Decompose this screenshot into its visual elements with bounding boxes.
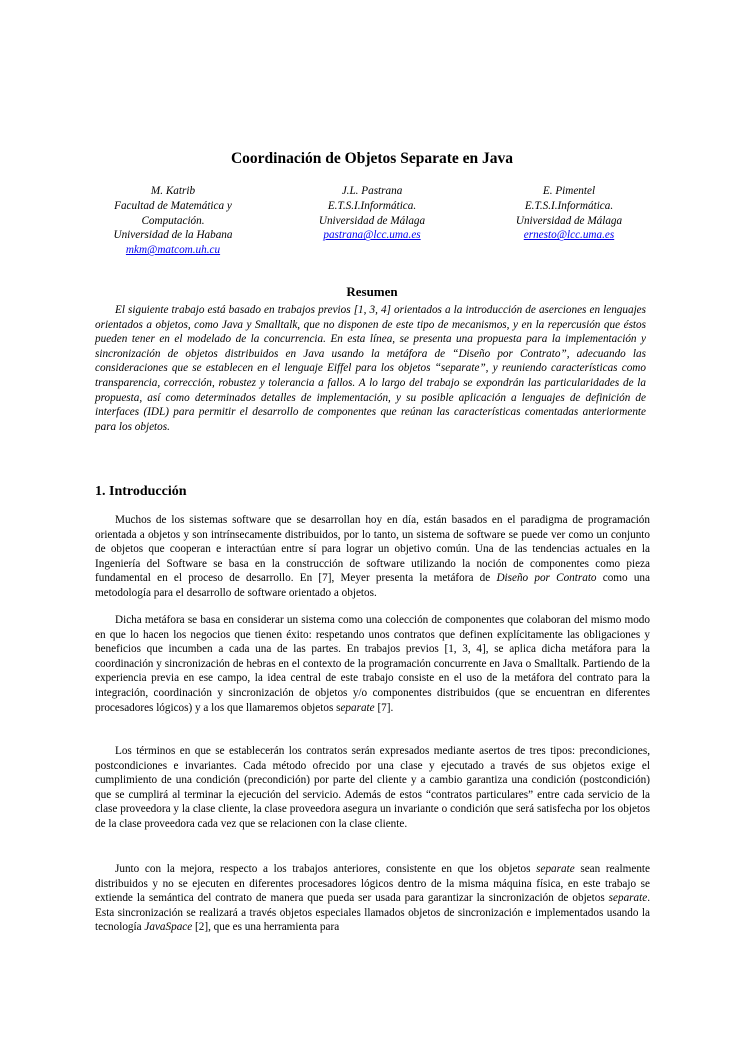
author-pimentel xyxy=(474,184,664,243)
italic-run: JavaSpace xyxy=(144,921,193,934)
text-run: [7]. xyxy=(374,701,394,714)
author-name: M. Katrib xyxy=(150,185,196,197)
paper-title: Coordinación de Objetos Separate en Java xyxy=(230,150,513,167)
author-affiliation: Universidad de Málaga xyxy=(318,214,426,227)
author-affiliation: E.T.S.I.Informática. xyxy=(327,199,417,212)
text-run: Muchos de los sistemas software que se desarrollan hoy en día, están basados en el paradigma de programación orientada a objetos y son intrínsecamente distribuidos, por lo tanto, un sistema de software se puede ver como un conjunto de objetos que cooperan e interactúan entre sí para lograr un objetivo común. Una de las tendencias actuales en la Ingeniería del Software se basa en la construcción de software utilizando la noción de componentes como pieza fundamental en el proceso de desarrollo. En [7], Meyer presenta la metáfora de xyxy=(95,514,650,585)
text-run: sean realmente distribuidos y no se ejecuten en diferentes procesadores lógicos dentro de la misma máquina física, en este trabajo se extiende la semántica del contrato de manera que pueda ser usada para garantizar la sincronización de objetos xyxy=(95,863,650,905)
body-paragraph xyxy=(95,613,650,715)
text-run: . Esta sincronización se realizará a través objetos especiales llamados objetos de sincronización e implementados usando la tecnología xyxy=(95,892,650,934)
author-affiliation: Computación. xyxy=(141,214,205,227)
author-name: J.L. Pastrana xyxy=(341,185,403,197)
body-paragraph xyxy=(95,744,650,832)
italic-run: separate xyxy=(536,863,575,875)
italic-run: Diseño por Contrato xyxy=(496,572,597,585)
author-email-link[interactable]: pastrana@lcc.uma.es xyxy=(323,229,421,242)
author-email-link[interactable]: ernesto@lcc.uma.es xyxy=(523,229,615,242)
text-run: como una metodología para el desarrollo de software orientado a objetos. xyxy=(95,572,650,599)
italic-run: separate xyxy=(608,892,648,905)
body-paragraph xyxy=(95,862,650,935)
author-affiliation: E.T.S.I.Informática. xyxy=(524,199,614,212)
author-name: E. Pimentel xyxy=(542,185,596,197)
text-run: Dicha metáfora se basa en considerar un sistema como una colección de componentes que colaboran del mismo modo en que lo hacen los negocios que tienen éxito: respetando unos contratos que definen explícitamente las obligaciones y beneficios que incumben a cada una de las partes. En trabajos previos [1, 3, 4], se aplica dicha metáfora para la coordinación y sincronización de hebras en el contexto de la programación concurrente en Java o Smalltalk. Partiendo de la experiencia previa en ese campo, la idea central de este trabajo consiste en el uso de la metáfora del contrato para la integración, coordinación y sincronización de objetos y/o componentes distribuidos (que se encuentran en diferentes procesadores lógicos) y a los que llamaremos objetos s xyxy=(95,614,650,714)
abstract-text: El siguiente trabajo está basado en trabajos previos [1, 3, 4] orientados a la introducción de aserciones en lenguajes orientados a objetos, como Java y Smalltalk, que no disponen de este tipo de mecanismos, y en la repercusión que éstos pueden tener en el modelado de la concurrencia. En esta línea, se presenta una propuesta para la implementación y sincronización de objetos distribuidos en Java usando la metáfora de “Diseño por Contrato”, adecuando las consideraciones que se establecen en el lenguaje Eiffel para los objetos “separate”, y reuniendo características como transparencia, corrección, robustez y tolerancia a fallos. A lo largo del trabajo se expondrán las particularidades de la propuesta, así como determinados detalles de implementación, y su posible aplicación a lenguajes de definición de interfaces (IDL) para permitir el desarrollo de componentes que reúnan las características comentadas anteriormente para los objetos. xyxy=(95,304,646,433)
italic-run: eparate xyxy=(340,701,375,714)
author-affiliation: Universidad de Málaga xyxy=(515,214,623,227)
author-affiliation: Facultad de Matemática y xyxy=(114,199,232,212)
author-katrib xyxy=(78,184,268,258)
author-affiliation: Universidad de la Habana xyxy=(113,229,233,242)
text-run: Los términos en que se establecerán los contratos serán expresados mediante asertos de tres tipos: precondiciones, postcondiciones e invariantes. Cada método ofrecido por una clase y ejecutado a través de sus objetos exige el cumplimiento de una condición (precondición) por parte del cliente y a cambio garantiza una condición (postcondición) que se cumplirá al terminar la ejecución del servicio. Además de estos “contratos particulares” entre cada servicio de la clase proveedora y la clase cliente, la clase proveedora asegura un invariante o condición que será satisfecha por los objetos de la clase proveedora cada vez que se relacionen con la clase cliente. xyxy=(95,745,650,830)
abstract-heading: Resumen xyxy=(346,284,398,299)
body-paragraph xyxy=(95,513,650,601)
section-heading: 1. Introducción xyxy=(95,484,187,499)
author-email-link[interactable]: mkm@matcom.uh.cu xyxy=(125,244,221,257)
author-pastrana xyxy=(277,184,467,243)
text-run: Junto con la mejora, respecto a los trabajos anteriores, consistente en que los objetos xyxy=(115,863,537,875)
text-run: [2], que es una herramienta para xyxy=(192,921,340,934)
